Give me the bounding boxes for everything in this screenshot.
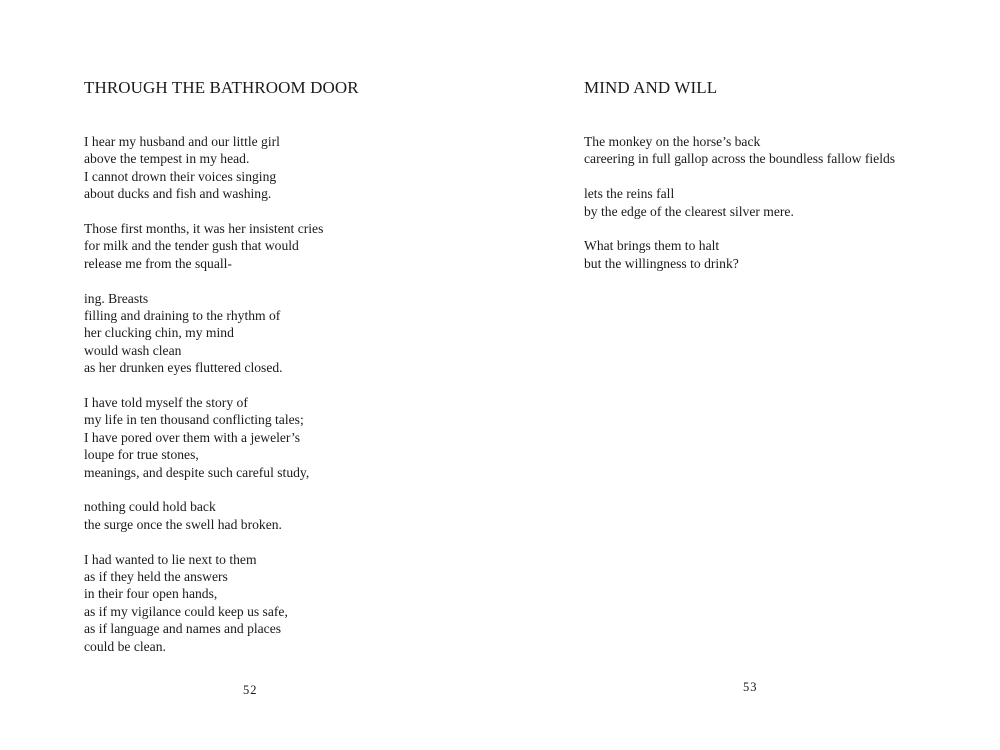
stanza: [84, 498, 323, 533]
stanza: [84, 133, 323, 203]
poem-line: in their four open hands,: [84, 586, 218, 602]
page-number: 53: [743, 680, 758, 694]
poem-line: but the willingness to drink?: [584, 255, 739, 271]
poem-title: MIND AND WILL: [584, 78, 718, 97]
poem-line: the surge once the swell had broken.: [84, 516, 282, 532]
stanza: [84, 220, 323, 272]
stanza: [584, 237, 895, 272]
poem-line: ing. Breasts: [84, 290, 149, 306]
poem-line: nothing could hold back: [84, 499, 216, 515]
poem-line: about ducks and fish and washing.: [84, 186, 272, 202]
poem-line: I have pored over them with a jeweler’s: [84, 429, 301, 445]
poem-line: her clucking chin, my mind: [84, 325, 234, 341]
poem-line: careering in full gallop across the boundless fallow fields: [584, 151, 896, 167]
poem-line: meanings, and despite such careful study,: [84, 464, 310, 480]
poem-line: above the tempest in my head.: [84, 151, 250, 167]
poem-line: I had wanted to lie next to them: [84, 551, 257, 567]
poem-line: by the edge of the clearest silver mere.: [584, 203, 794, 219]
poem-line: as her drunken eyes fluttered closed.: [84, 360, 283, 376]
page-number: 52: [243, 683, 258, 697]
poem-title: THROUGH THE BATHROOM DOOR: [84, 78, 359, 97]
poem-body: [84, 133, 323, 673]
poem-line: release me from the squall-: [84, 255, 232, 271]
poem-line: for milk and the tender gush that would: [84, 238, 299, 254]
poem-line: as if language and names and places: [84, 621, 282, 637]
poem-line: I hear my husband and our little girl: [84, 134, 280, 149]
poem-line: loupe for true stones,: [84, 447, 199, 463]
stanza: [584, 185, 895, 220]
right-page: [500, 0, 1000, 750]
poem-line: What brings them to halt: [584, 238, 720, 254]
stanza: [584, 133, 895, 168]
stanza: [84, 394, 323, 481]
poem-line: lets the reins fall: [584, 186, 675, 202]
poem-body: [584, 133, 895, 290]
poem-line: could be clean.: [84, 638, 166, 654]
poem-line: would wash clean: [84, 342, 182, 358]
poem-line: I cannot drown their voices singing: [84, 168, 277, 184]
poem-line: my life in ten thousand conflicting tales;: [84, 412, 304, 428]
stanza: [84, 290, 323, 377]
poem-line: The monkey on the horse’s back: [584, 134, 761, 149]
poem-line: I have told myself the story of: [84, 395, 248, 411]
poem-line: as if my vigilance could keep us safe,: [84, 603, 288, 619]
poem-line: as if they held the answers: [84, 569, 228, 585]
stanza: [84, 551, 323, 655]
poem-line: filling and draining to the rhythm of: [84, 308, 281, 324]
poem-line: Those first months, it was her insistent cries: [84, 221, 324, 237]
